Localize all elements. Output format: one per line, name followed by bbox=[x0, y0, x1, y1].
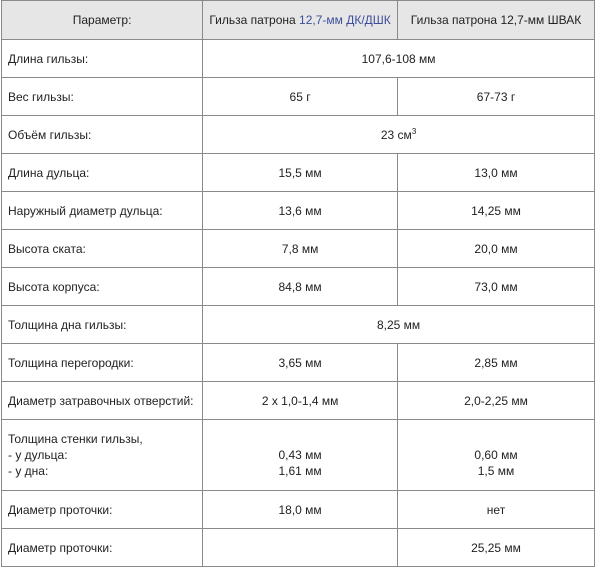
table-body bbox=[2, 40, 595, 567]
row-web-thickness-dk: 3,65 мм bbox=[203, 344, 398, 382]
row-wall-thickness-shvak bbox=[398, 420, 595, 491]
row-body-height-label: Высота корпуса: bbox=[2, 268, 203, 306]
case-volume-superscript: 3 bbox=[411, 126, 417, 136]
row-wall-thickness-label bbox=[2, 420, 203, 491]
row-groove-diameter-dk: 18,0 мм bbox=[203, 491, 398, 529]
row-neck-diameter-dk: 13,6 мм bbox=[203, 192, 398, 230]
row-web-thickness-label: Толщина перегородки: bbox=[2, 344, 203, 382]
row-groove-diameter-shvak: нет bbox=[398, 491, 595, 529]
table-row bbox=[2, 382, 595, 420]
table-row bbox=[2, 420, 595, 491]
row-groove-diameter-2-label: Диаметр проточки: bbox=[2, 529, 203, 567]
wall-thickness-base-shvak: 1,5 мм bbox=[477, 464, 515, 478]
row-base-thickness-label: Толщина дна гильзы: bbox=[2, 306, 203, 344]
wall-thickness-neck-shvak: 0,60 мм bbox=[474, 448, 518, 462]
row-shoulder-height-dk: 7,8 мм bbox=[203, 230, 398, 268]
row-case-length-label: Длина гильзы: bbox=[2, 40, 203, 78]
table-row bbox=[2, 154, 595, 192]
row-wall-thickness-dk bbox=[203, 420, 398, 491]
table-row bbox=[2, 40, 595, 78]
header-dk bbox=[203, 1, 398, 40]
table-header bbox=[2, 1, 595, 40]
cartridge-case-spec-table bbox=[1, 0, 595, 567]
table-row bbox=[2, 230, 595, 268]
wall-thickness-neck-dk: 0,43 мм bbox=[278, 448, 322, 462]
row-flash-hole-label: Диаметр затравочных отверстий: bbox=[2, 382, 203, 420]
row-groove-diameter-2-dk bbox=[203, 529, 398, 567]
header-param: Параметр: bbox=[2, 1, 203, 40]
row-case-weight-shvak: 67-73 г bbox=[398, 78, 595, 116]
wall-thickness-base-dk: 1,61 мм bbox=[278, 464, 322, 478]
case-volume-text: 23 см bbox=[380, 127, 412, 142]
wall-thickness-base-label: - у дна: bbox=[8, 464, 49, 478]
row-neck-length-shvak: 13,0 мм bbox=[398, 154, 595, 192]
wall-thickness-neck-label: - у дульца: bbox=[8, 448, 68, 462]
row-neck-diameter-label: Наружный диаметр дульца: bbox=[2, 192, 203, 230]
table-row bbox=[2, 192, 595, 230]
row-flash-hole-dk: 2 x 1,0-1,4 мм bbox=[203, 382, 398, 420]
row-body-height-dk: 84,8 мм bbox=[203, 268, 398, 306]
wall-thickness-spacer bbox=[404, 431, 588, 447]
header-row bbox=[2, 1, 595, 40]
row-case-weight-dk: 65 г bbox=[203, 78, 398, 116]
table-row bbox=[2, 529, 595, 567]
row-shoulder-height-label: Высота ската: bbox=[2, 230, 203, 268]
table-row bbox=[2, 78, 595, 116]
row-case-length-value: 107,6-108 мм bbox=[203, 40, 595, 78]
row-neck-diameter-shvak: 14,25 мм bbox=[398, 192, 595, 230]
row-base-thickness-value: 8,25 мм bbox=[203, 306, 595, 344]
row-flash-hole-shvak: 2,0-2,25 мм bbox=[398, 382, 595, 420]
table-row bbox=[2, 268, 595, 306]
row-groove-diameter-label: Диаметр проточки: bbox=[2, 491, 203, 529]
table-row bbox=[2, 116, 595, 154]
dk-cartridge-link[interactable]: 12,7-мм ДК/ДШК bbox=[299, 13, 391, 27]
row-shoulder-height-shvak: 20,0 мм bbox=[398, 230, 595, 268]
row-case-weight-label: Вес гильзы: bbox=[2, 78, 203, 116]
row-web-thickness-shvak: 2,85 мм bbox=[398, 344, 595, 382]
wall-thickness-title: Толщина стенки гильзы, bbox=[8, 432, 143, 446]
row-groove-diameter-2-shvak: 25,25 мм bbox=[398, 529, 595, 567]
row-case-volume-label: Объём гильзы: bbox=[2, 116, 203, 154]
row-neck-length-dk: 15,5 мм bbox=[203, 154, 398, 192]
row-body-height-shvak: 73,0 мм bbox=[398, 268, 595, 306]
header-shvak: Гильза патрона 12,7-мм ШВАК bbox=[398, 1, 595, 40]
wall-thickness-spacer bbox=[209, 431, 391, 447]
table-row bbox=[2, 491, 595, 529]
table-row bbox=[2, 344, 595, 382]
table-row bbox=[2, 306, 595, 344]
header-dk-prefix: Гильза патрона bbox=[209, 13, 300, 27]
row-neck-length-label: Длина дульца: bbox=[2, 154, 203, 192]
row-case-volume-value bbox=[203, 116, 595, 154]
